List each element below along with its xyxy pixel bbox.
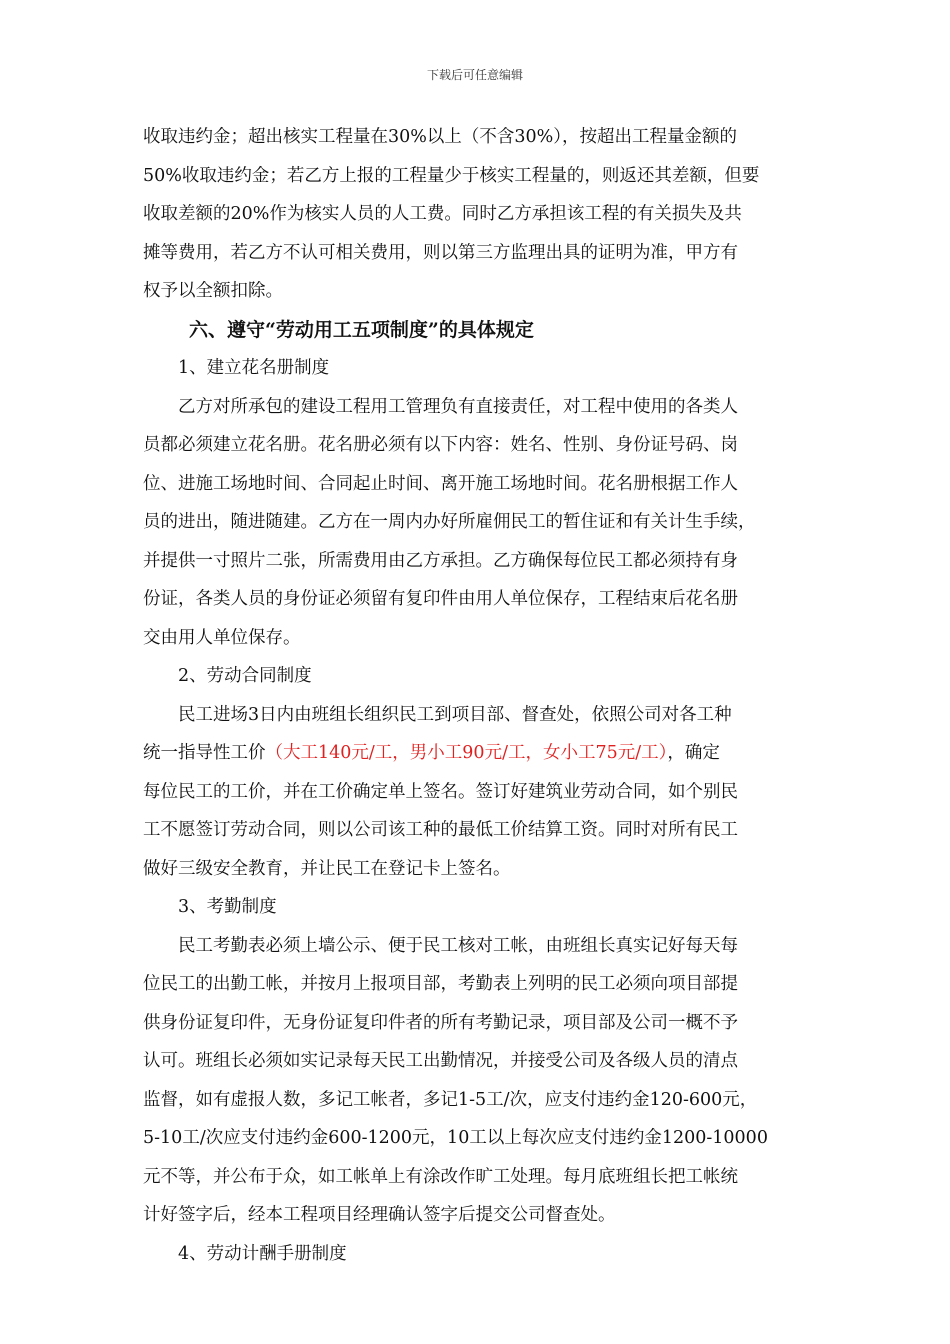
subsection-title: 1、建立花名册制度 [178,358,330,378]
paragraph-line: 位民工的出勤工帐，并按月上报项目部，考勤表上列明的民工必须向项目部提 [143,974,738,994]
paragraph-line: 权予以全额扣除。 [143,281,283,301]
page-header: 下载后可任意编辑 [426,68,523,82]
paragraph-line: 乙方对所承包的建设工程用工管理负有直接责任，对工程中使用的各类人 [178,396,738,417]
paragraph-line: 50%收取违约金；若乙方上报的工程量少于核实工程量的，则返还其差额，但要 [143,165,760,186]
paragraph-text: 统一指导性工价 [143,743,266,763]
paragraph-line: 认可。班组长必须如实记录每天民工出勤情况，并接受公司及各级人员的清点 [143,1051,738,1071]
paragraph-line: 员都必须建立花名册。花名册必须有以下内容：姓名、性别、身份证号码、岗 [143,435,738,455]
section-heading: 六、遵守“劳动用工五项制度”的具体规定 [189,318,534,341]
paragraph-line: 工不愿签订劳动合同，则以公司该工种的最低工价结算工资。同时对所有民工 [143,820,738,840]
paragraph-line: 交由用人单位保存。 [143,627,301,648]
paragraph-line: 收取违约金；超出核实工程量在30%以上（不含30%），按超出工程量金额的 [143,127,738,147]
paragraph-line-with-highlight [143,734,808,773]
highlighted-wage-text: （大工140元/工，男小工90元/工，女小工75元/工） [265,743,668,763]
subsection-title: 4、劳动计酬手册制度 [178,1243,347,1264]
paragraph-line: 民工进场3日内由班组长组织民工到项目部、督查处，依照公司对各工种 [178,704,732,725]
subsection-title: 2、劳动合同制度 [178,666,312,686]
document-body [143,118,808,1273]
paragraph-line: 份证，各类人员的身份证必须留有复印件由用人单位保存，工程结束后花名册 [143,589,738,609]
paragraph-text: ，确定 [667,743,720,763]
paragraph-line: 监督，如有虚报人数，多记工帐者，多记1-5工/次，应支付违约金120-600元， [143,1089,758,1110]
paragraph-line: 位、进施工场地时间、合同起止时间、离开施工场地时间。花名册根据工作人 [143,473,738,494]
paragraph-line: 摊等费用，若乙方不认可相关费用，则以第三方监理出具的证明为准，甲方有 [143,242,738,263]
paragraph-line: 供身份证复印件，无身份证复印件者的所有考勤记录，项目部及公司一概不予 [143,1012,738,1033]
paragraph-line: 并提供一寸照片二张，所需费用由乙方承担。乙方确保每位民工都必须持有身 [143,550,738,571]
paragraph-line: 收取差额的20%作为核实人员的人工费。同时乙方承担该工程的有关损失及共 [143,204,742,224]
paragraph-line: 元不等，并公布于众，如工帐单上有涂改作旷工处理。每月底班组长把工帐统 [143,1166,738,1187]
paragraph-line: 5-10工/次应支付违约金600-1200元，10工以上每次应支付违约金1200-10000 [143,1128,768,1148]
paragraph-line: 员的进出，随进随建。乙方在一周内办好所雇佣民工的暂住证和有关计生手续， [143,512,756,532]
paragraph-line: 计好签字后，经本工程项目经理确认签字后提交公司督查处。 [143,1205,616,1225]
paragraph-line: 民工考勤表必须上墙公示、便于民工核对工帐，由班组长真实记好每天每 [178,935,738,956]
paragraph-line: 做好三级安全教育，并让民工在登记卡上签名。 [143,858,511,879]
subsection-title: 3、考勤制度 [178,897,277,917]
paragraph-line: 每位民工的工价，并在工价确定单上签名。签订好建筑业劳动合同，如个别民 [143,781,738,802]
